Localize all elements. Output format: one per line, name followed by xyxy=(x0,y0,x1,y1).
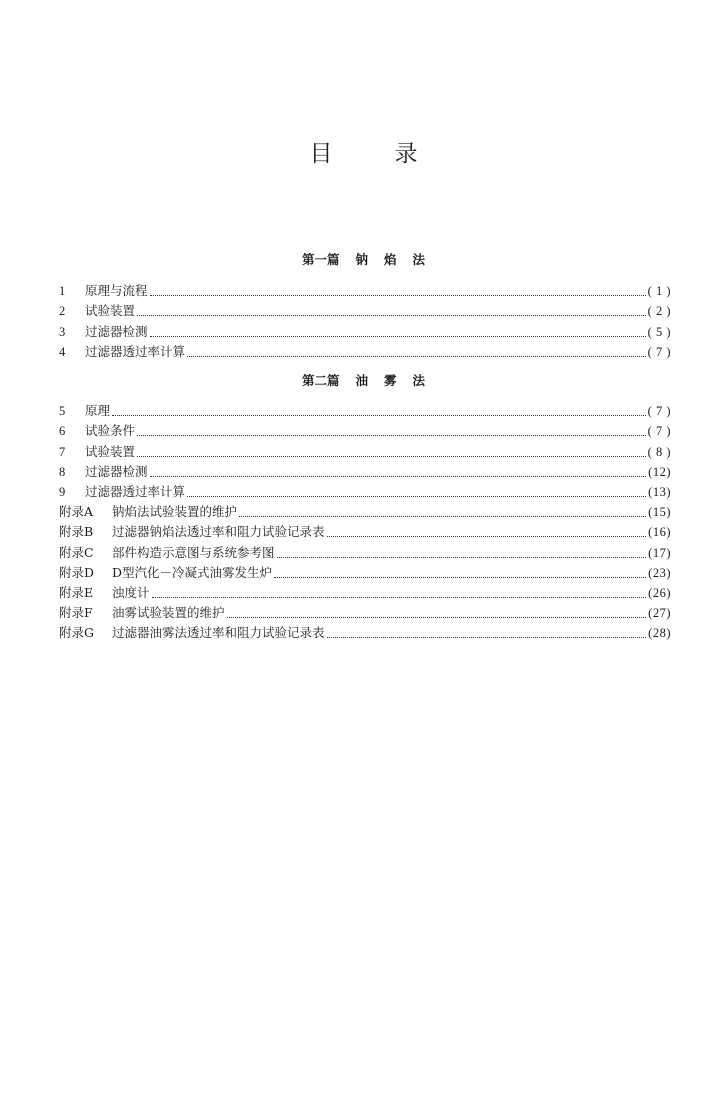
toc-entry[interactable] xyxy=(59,399,671,419)
entry-title: 过滤器透过率计算 xyxy=(85,343,186,359)
dot-leader xyxy=(150,284,646,296)
entry-title: 试验装置 xyxy=(85,443,136,459)
dot-leader xyxy=(137,445,646,457)
appendix-number: 附录D xyxy=(59,564,95,580)
entry-title: 原理 xyxy=(85,403,111,419)
dot-leader xyxy=(327,525,647,537)
part1-heading-label: 第一篇 xyxy=(301,252,340,267)
appendix-number: 附录B xyxy=(59,524,94,540)
appendix-title: 钠焰法试验装置的维护 xyxy=(112,504,238,520)
entry-number: 7 xyxy=(59,444,66,459)
dot-leader xyxy=(152,586,647,598)
entry-number: 5 xyxy=(59,404,66,419)
appendix-title: 过滤器油雾法透过率和阻力试验记录表 xyxy=(112,625,325,641)
entry-number: 2 xyxy=(59,304,66,319)
dot-leader xyxy=(137,304,646,316)
title-char-1: 目 xyxy=(309,141,333,167)
appendix-entry[interactable] xyxy=(59,520,671,540)
part1-name-char-2: 焰 xyxy=(384,252,397,267)
appendix-entry[interactable] xyxy=(59,540,671,560)
part2-heading-label: 第二篇 xyxy=(301,373,340,388)
toc-entry[interactable] xyxy=(59,460,671,480)
dot-leader xyxy=(150,325,646,337)
appendix-title: 过滤器钠焰法透过率和阻力试验记录表 xyxy=(112,524,325,540)
appendix-entry[interactable] xyxy=(59,601,671,621)
toc-entry[interactable] xyxy=(59,419,671,439)
part1-name-char-3: 法 xyxy=(412,252,426,267)
appendix-entry[interactable] xyxy=(59,581,671,601)
entry-page: ( 7 ) xyxy=(647,404,671,419)
dot-leader xyxy=(112,404,646,416)
toc-part1 xyxy=(59,279,671,360)
entry-number: 9 xyxy=(59,484,66,499)
entry-number: 3 xyxy=(59,324,66,339)
appendix-page: (28) xyxy=(648,626,671,641)
entry-title: 过滤器检测 xyxy=(85,323,148,339)
entry-title: 试验条件 xyxy=(85,423,136,439)
appendix-page: (23) xyxy=(648,565,671,580)
dot-leader xyxy=(327,626,647,638)
entry-page: ( 7 ) xyxy=(647,424,671,439)
appendix-page: (26) xyxy=(648,585,671,600)
title-char-2: 录 xyxy=(394,141,418,167)
dot-leader xyxy=(187,485,646,497)
dot-leader xyxy=(239,505,646,517)
appendix-page: (27) xyxy=(648,606,671,621)
entry-page: ( 2 ) xyxy=(647,304,671,319)
entry-page: ( 7 ) xyxy=(647,344,671,359)
toc-entry[interactable] xyxy=(59,319,671,339)
appendix-page: (15) xyxy=(648,505,671,520)
appendix-number: 附录C xyxy=(59,544,94,560)
entry-page: (13) xyxy=(648,484,671,499)
part1-heading xyxy=(0,251,727,269)
appendix-title: D型汽化－冷凝式油雾发生炉 xyxy=(112,564,273,580)
appendix-number: 附录F xyxy=(59,605,93,621)
dot-leader xyxy=(150,465,647,477)
toc-entry[interactable] xyxy=(59,340,671,360)
appendix-entry[interactable] xyxy=(59,561,671,581)
entry-page: (12) xyxy=(648,464,671,479)
dot-leader xyxy=(277,546,647,558)
toc-entry[interactable] xyxy=(59,279,671,299)
part2-name-char-2: 雾 xyxy=(384,373,397,388)
dot-leader xyxy=(227,606,647,618)
dot-leader xyxy=(274,566,646,578)
appendix-number: 附录E xyxy=(59,584,94,600)
part2-name-char-1: 油 xyxy=(355,373,368,388)
part1-name-char-1: 钠 xyxy=(355,252,368,267)
toc-entry[interactable] xyxy=(59,480,671,500)
part2-name-char-3: 法 xyxy=(412,373,426,388)
page-title xyxy=(0,138,727,170)
appendix-entry[interactable] xyxy=(59,500,671,520)
entry-number: 6 xyxy=(59,424,66,439)
appendix-number: 附录G xyxy=(59,625,94,641)
entry-number: 8 xyxy=(59,464,66,479)
appendix-title: 油雾试验装置的维护 xyxy=(112,605,225,621)
part2-heading xyxy=(0,372,727,390)
dot-leader xyxy=(137,424,646,436)
appendix-page: (17) xyxy=(648,545,671,560)
entry-page: ( 5 ) xyxy=(647,324,671,339)
appendix-entry[interactable] xyxy=(59,621,671,641)
entry-page: ( 1 ) xyxy=(647,284,671,299)
appendix-title: 浊度计 xyxy=(112,584,150,600)
dot-leader xyxy=(187,345,646,357)
toc-entry[interactable] xyxy=(59,299,671,319)
toc-entry[interactable] xyxy=(59,439,671,459)
appendix-number: 附录A xyxy=(59,504,94,520)
entry-number: 1 xyxy=(59,284,66,299)
entry-number: 4 xyxy=(59,344,66,359)
appendix-page: (16) xyxy=(648,525,671,540)
entry-title: 过滤器检测 xyxy=(85,463,148,479)
entry-page: ( 8 ) xyxy=(647,444,671,459)
entry-title: 过滤器透过率计算 xyxy=(85,483,186,499)
toc-part2 xyxy=(59,399,671,641)
appendix-title: 部件构造示意图与系统参考图 xyxy=(112,544,275,560)
entry-title: 试验装置 xyxy=(85,303,136,319)
entry-title: 原理与流程 xyxy=(85,283,148,299)
